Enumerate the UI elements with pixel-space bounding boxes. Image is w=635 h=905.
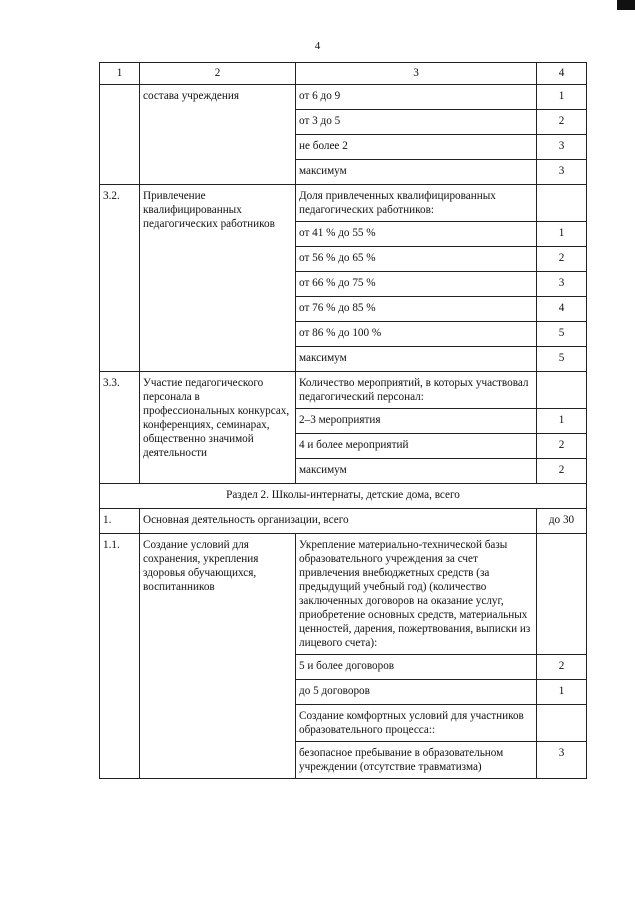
criterion: максимум: [296, 160, 537, 185]
criterion: от 56 % до 65 %: [296, 247, 537, 272]
page-number: 4: [314, 40, 321, 52]
score: 5: [537, 322, 587, 347]
indicator-name: Основная деятельность организации, всего: [140, 509, 537, 534]
criterion: безопасное пребывание в образовательном учреждении (отсутствие травматизма): [296, 742, 537, 779]
score: 3: [537, 742, 587, 779]
criterion: от 86 % до 100 %: [296, 322, 537, 347]
row-number: 3.2.: [100, 185, 140, 372]
criterion: от 3 до 5: [296, 110, 537, 135]
indicator-name: состава учреждения: [140, 85, 296, 185]
score: 3: [537, 160, 587, 185]
indicator-name: Привлечение квалифицированных педагогических работников: [140, 185, 296, 372]
criterion: до 5 договоров: [296, 680, 537, 705]
score: до 30: [537, 509, 587, 534]
criterion: 5 и более договоров: [296, 655, 537, 680]
indicator-name: Участие педагогического персонала в профессиональных конкурсах, конференциях, семинарах, общественно значимой деятельности: [140, 372, 296, 484]
row-number: 1.1.: [100, 534, 140, 779]
criterion: 4 и более мероприятий: [296, 434, 537, 459]
score: 4: [537, 297, 587, 322]
score: 2: [537, 459, 587, 484]
score: 1: [537, 409, 587, 434]
corner-mark: [617, 0, 635, 10]
score: 3: [537, 135, 587, 160]
criterion: максимум: [296, 459, 537, 484]
score: 3: [537, 272, 587, 297]
criterion-title: Доля привлеченных квалифицированных педагогических работников:: [296, 185, 537, 222]
header-cell: 1: [100, 63, 140, 85]
criterion: максимум: [296, 347, 537, 372]
score: 2: [537, 110, 587, 135]
header-cell: 3: [296, 63, 537, 85]
header-row: [100, 63, 587, 85]
section-title: Раздел 2. Школы-интернаты, детские дома, всего: [100, 484, 587, 509]
criterion: от 41 % до 55 %: [296, 222, 537, 247]
score: [537, 185, 587, 222]
score: 2: [537, 655, 587, 680]
indicator-name: Создание условий для сохранения, укрепления здоровья обучающихся, воспитанников: [140, 534, 296, 779]
table-row: [100, 185, 587, 222]
row-number: 3.3.: [100, 372, 140, 484]
score: 2: [537, 434, 587, 459]
score: 2: [537, 247, 587, 272]
criterion-title: Создание комфортных условий для участников образовательного процесса::: [296, 705, 537, 742]
row-number: 1.: [100, 509, 140, 534]
criterion: от 66 % до 75 %: [296, 272, 537, 297]
criterion: от 6 до 9: [296, 85, 537, 110]
criterion-title: Укрепление материально-технической базы образовательного учреждения за счет привлечения внебюджетных средств (за предыдущий учебный год) (количество заключенных договоров на оказание услуг, приобретение основных средств, материальных ценностей, дарения, пожертвования, выписки из лицевого счета):: [296, 534, 537, 655]
score: 1: [537, 680, 587, 705]
header-cell: 2: [140, 63, 296, 85]
score: [537, 534, 587, 655]
criterion: не более 2: [296, 135, 537, 160]
criterion: 2–3 мероприятия: [296, 409, 537, 434]
score: [537, 705, 587, 742]
criterion-title: Количество мероприятий, в которых участвовал педагогический персонал:: [296, 372, 537, 409]
score: 5: [537, 347, 587, 372]
table-row: [100, 534, 587, 655]
table-row: [100, 85, 587, 110]
criteria-table: [99, 62, 587, 779]
header-cell: 4: [537, 63, 587, 85]
score: 1: [537, 222, 587, 247]
table-row: [100, 509, 587, 534]
table-row: [100, 372, 587, 409]
criterion: от 76 % до 85 %: [296, 297, 537, 322]
score: [537, 372, 587, 409]
row-number: [100, 85, 140, 185]
score: 1: [537, 85, 587, 110]
section-row: [100, 484, 587, 509]
